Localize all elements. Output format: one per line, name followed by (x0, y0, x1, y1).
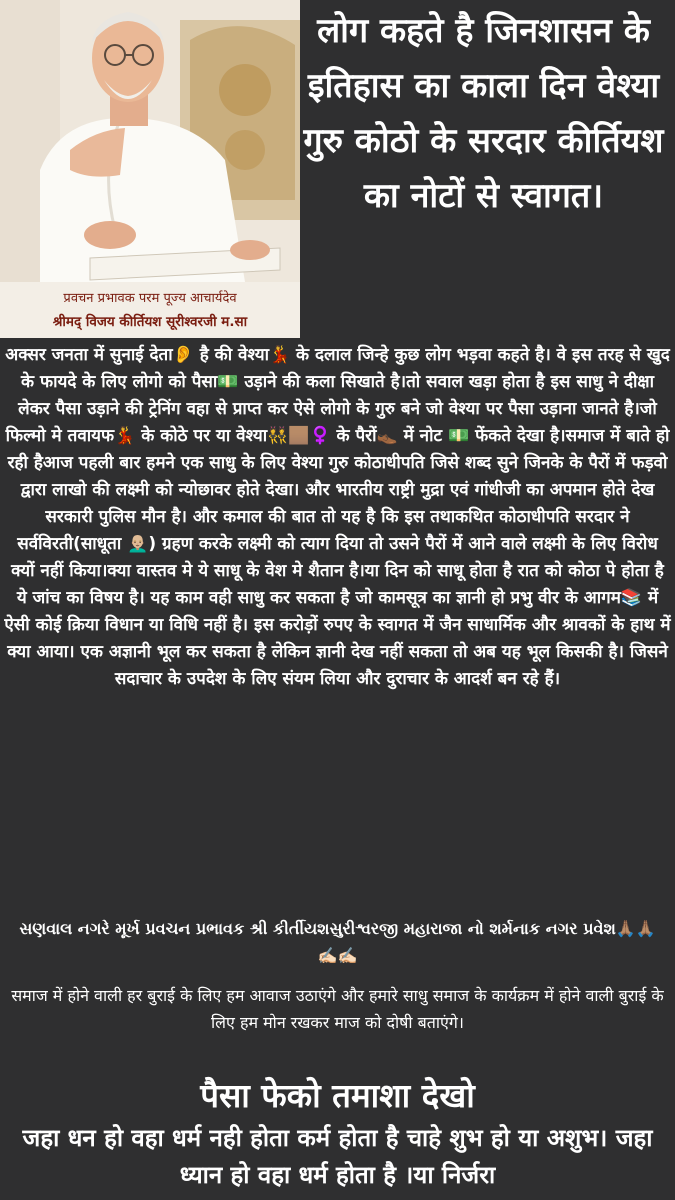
monk-photo (0, 0, 300, 338)
closing-statement: जहा धन हो वहा धर्म नही होता कर्म होता है चाहे शुभ हो या अशुभ। जहा ध्यान हो वहा धर्म होता है ।या निर्जरा (22, 1124, 653, 1189)
society-statement: समाज में होने वाली हर बुराई के लिए हम आवाज उठाएंगे और हमारे साधु समाज के कार्यक्रम में होने वाली बुराई के लिए हम मोन रखकर माज को दोषी बताएंगे। (11, 986, 664, 1032)
headline: लोग कहते है जिनशासन के इतिहास का काला दिन वेश्या गुरु कोठो के सरदार कीर्तियश का नोटों से स्वागत। (303, 11, 664, 216)
body-paragraph: अक्सर जनता में सुनाई देता👂 है की वेश्या💃 के दलाल जिन्हे कुछ लोग भड़वा कहते है। वे इस तरह से खुद के फायदे के लिए लोगो को पैसा💵 उड़ाने की कला सिखाते है।तो सवाल खड़ा होता है इस साधु ने दीक्षा लेकर पैसा उड़ाने की ट्रेनिंग वहा से प्राप्त कर ऐसे लोगो के गुरु बने जो वेश्या पर पैसा उड़ाना जानते है।जो फिल्मो मे तवायफ💃 के कोठे पर या वेश्या👯🏽‍♀️ के पैरों👞 में नोट 💵 फेंकते देखा है।समाज में बाते हो रही हैआज पहली बार हमने एक साधु के लिए वेश्या गुरु कोठाधीपति जिसे शब्द सुने जिनके के पैरों में फड़वो द्वारा लाखो की लक्ष्मी को न्योछावर होते देखा। और भारतीय राष्ट्री मुद्रा एवं गांधीजी का अपमान होते देख सरकारी पुलिस मौन है। और कमाल की बात तो यह है कि इस तथाकथित कोठाधीपति सरदार ने सर्वविरती(साधूता 👨🏼‍🦲) ग्रहण करके लक्ष्मी को त्याग दिया तो उसने पैरों में आने वाले लक्ष्मी के लिए विरोध क्यों नहीं किया।क्या वास्तव मे ये साधू के वेश मे शैतान है।या दिन को साधू होता है रात को कोठा पे होता है ये जांच का विषय है। यह काम वही साधु कर सकता है जो कामसूत्र का ज्ञानी हो प्रभु वीर के आगम📚 में ऐसी कोई क्रिया विधान या विधि नहीं है। इस करोड़ों रुपए के स्वागत में जैन साधार्मिक और श्रावकों के हाथ में क्या आया। एक अज्ञानी भूल कर सकता है लेकिन ज्ञानी देख नहीं सकता तो अब यह भूल किसकी है। जिसने सदाचार के उपदेश के लिए संयम लिया और दुराचार के आदर्श बन रहे हैं। (4, 345, 671, 689)
photo-caption-title: प्रवचन प्रभावक परम पूज्य आचार्यदेव (63, 291, 237, 306)
slogan: पैसा फेको तमाशा देखो (200, 1076, 475, 1115)
gujarati-line: સણવાલ નગરે મૂર્ખ પ્રવચન પ્રભાવક શ્રી કીર્તીયશસુરીશ્વરજી મહારાજા નો શર્મનાક નગર પ્રવેશ🙏🏽🙏🏽✍🏻✍🏻 (19, 919, 656, 965)
photo-caption-name: श्रीमद् विजय कीर्तियश सूरीश्वरजी म.सा (52, 314, 248, 330)
photo-caption (0, 282, 300, 338)
monk-portrait-image (0, 0, 300, 282)
